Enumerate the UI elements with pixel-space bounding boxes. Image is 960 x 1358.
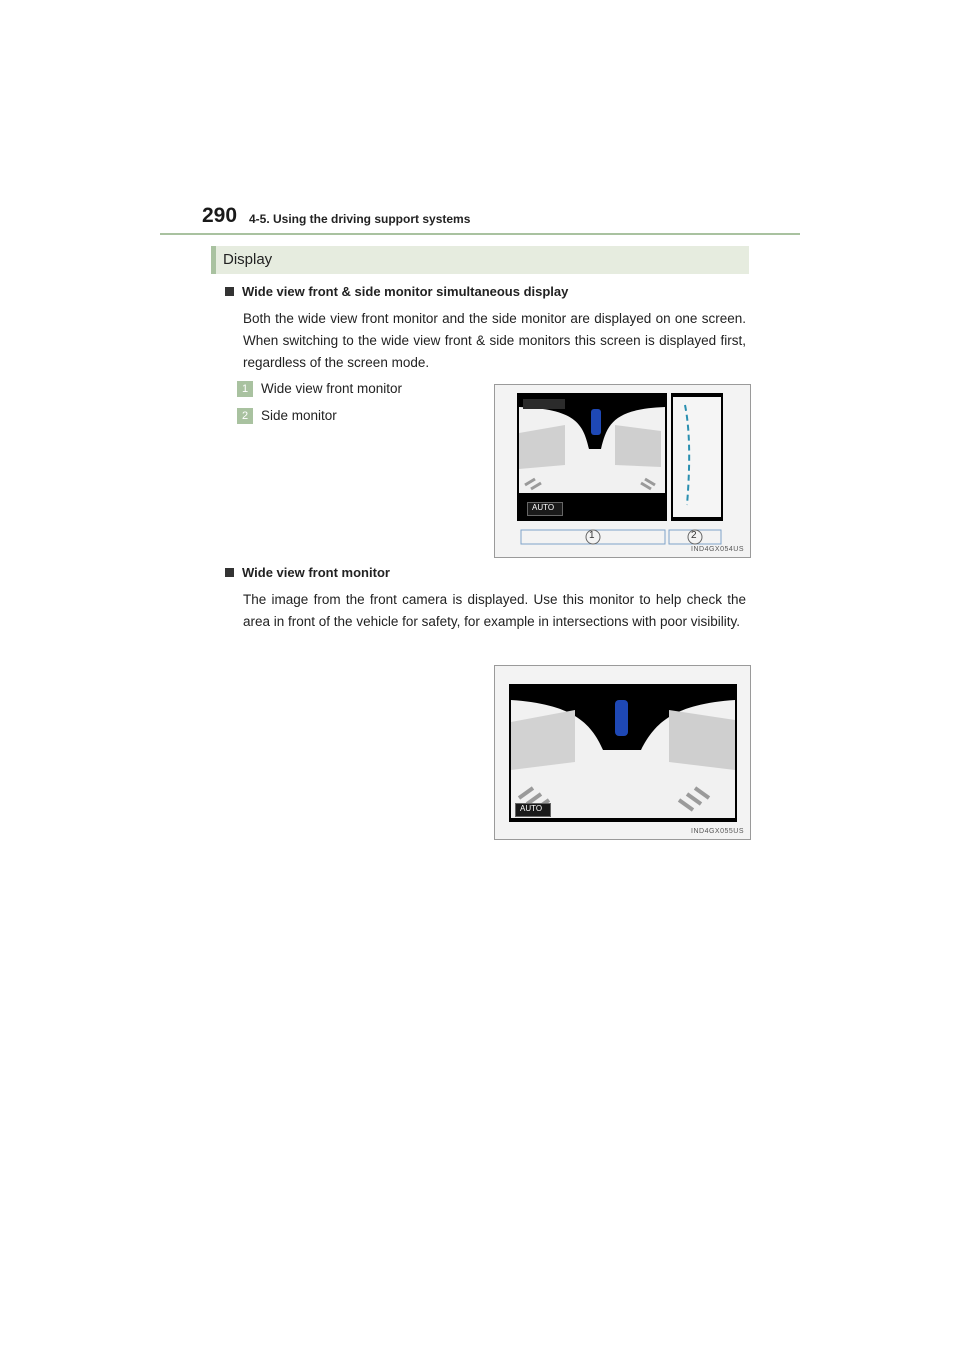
paragraph-wide-view-front-side: Both the wide view front monitor and the side monitor are displayed on one screen. When switching to the wide view front & side monitors this screen is displayed first, regardless of the screen mode. [243, 311, 746, 370]
display-section-bar [211, 246, 749, 274]
auto-badge-text-2: AUTO [520, 804, 543, 813]
figure-id-2: IND4GX055US [691, 828, 744, 835]
square-bullet-icon [225, 287, 234, 296]
auto-badge-1 [527, 502, 563, 516]
callout-2 [237, 408, 337, 424]
figure-marker-2: 2 [691, 530, 697, 541]
paragraph-wide-view-front: The image from the front camera is displayed. Use this monitor to help check the area in front of the vehicle for safety, for example in intersections with poor visibility. [243, 592, 746, 629]
figure-wide-view-front [494, 665, 751, 840]
callout-text-1: Wide view front monitor [261, 381, 403, 396]
display-section-title: Display [223, 251, 273, 268]
figure-marker-1: 1 [589, 530, 595, 541]
section-bar-accent [211, 246, 216, 274]
section-title: 4-5. Using the driving support systems [249, 212, 471, 226]
figure-id-1: IND4GX054US [691, 546, 744, 553]
heading-text: Wide view front & side monitor simultaneous display [242, 284, 569, 299]
callout-number-2: 2 [237, 408, 253, 424]
auto-badge-text-1: AUTO [532, 503, 555, 512]
header-divider [160, 233, 800, 235]
square-bullet-icon [225, 568, 234, 577]
heading-wide-view-front [225, 565, 390, 580]
front-side-screen-illustration [495, 385, 750, 557]
page-header [160, 200, 800, 236]
callout-1 [237, 381, 402, 397]
heading-text: Wide view front monitor [242, 565, 390, 580]
figure-front-side-display [494, 384, 751, 558]
callout-number-1: 1 [237, 381, 253, 397]
page-number: 290 [202, 204, 238, 227]
heading-wide-view-front-side [225, 284, 568, 299]
auto-badge-2 [515, 803, 551, 817]
callout-text-2: Side monitor [261, 408, 337, 423]
